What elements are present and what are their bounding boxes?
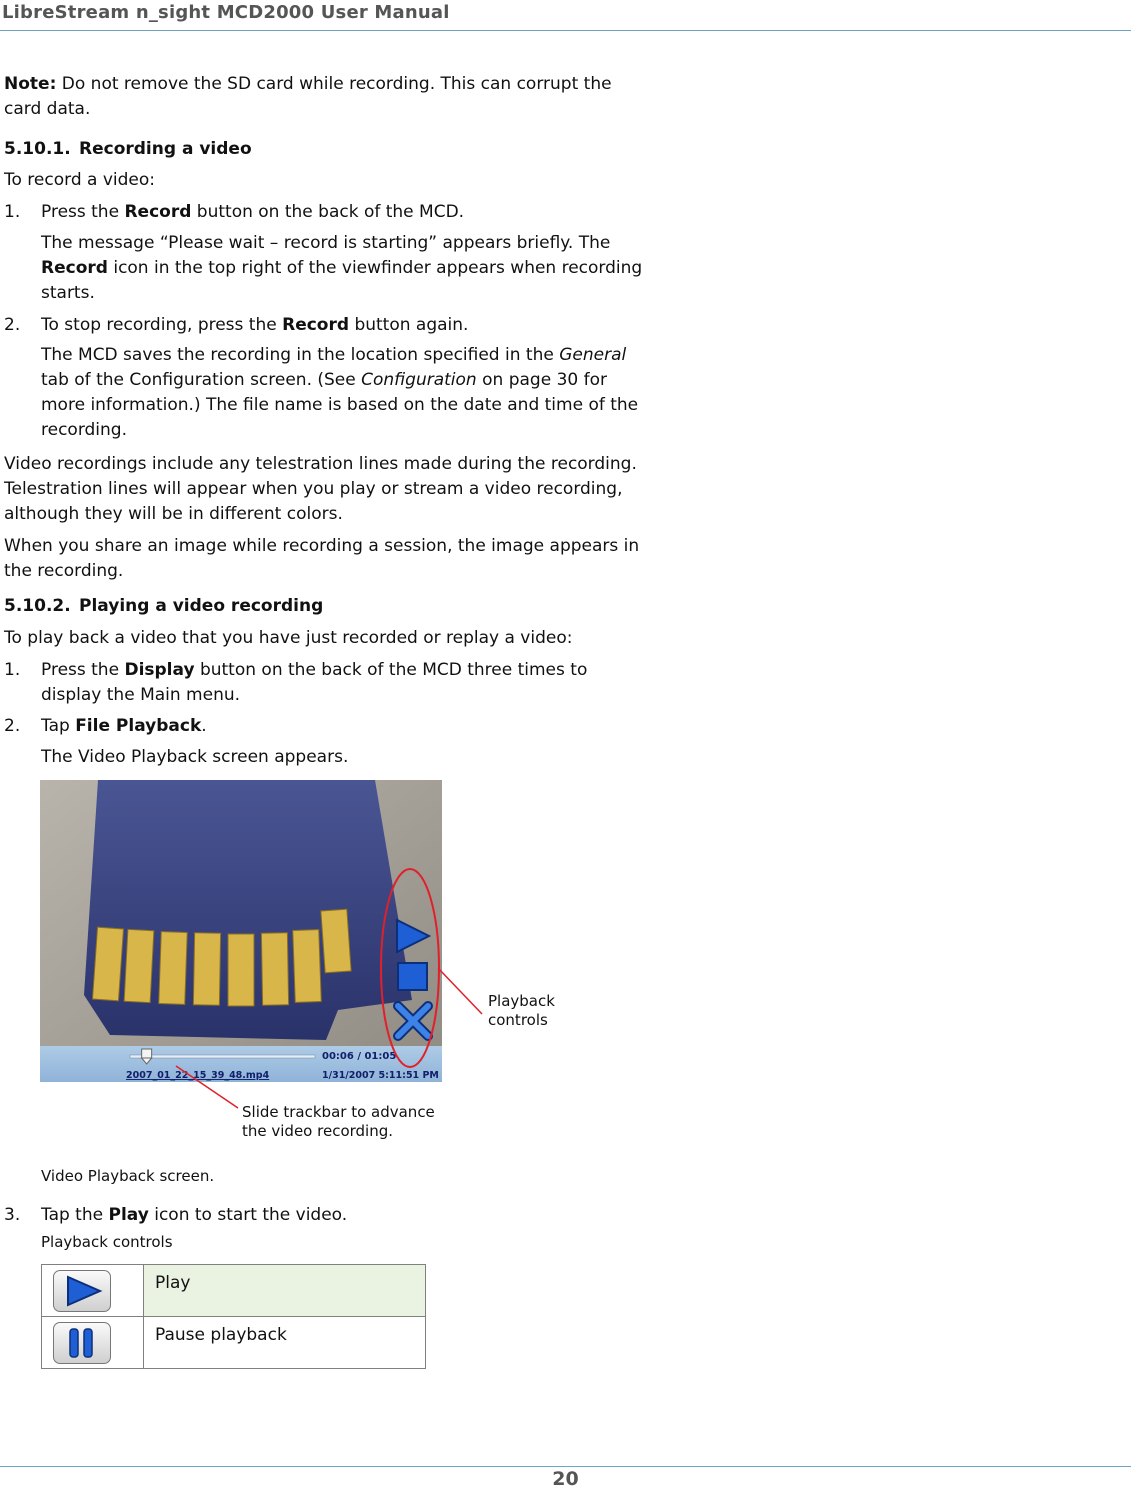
para-line: Video recordings include any telestration lines made during the recording. xyxy=(4,454,637,474)
detail-line: The message “Please wait – record is starting” appears briefly. The xyxy=(41,233,611,253)
step-number: 2. xyxy=(4,315,21,335)
document-title: LibreStream n_sight MCD2000 User Manual xyxy=(2,2,450,23)
step-text: Tap xyxy=(41,716,76,736)
callout-text: the video recording. xyxy=(242,1122,394,1140)
step-text: . xyxy=(201,716,207,736)
detail-line: on page 30 for xyxy=(476,370,607,390)
step-text: Press the xyxy=(41,660,125,680)
playing-step-2-detail: The Video Playback screen appears. xyxy=(41,747,349,767)
table-row xyxy=(42,1265,426,1317)
table-label-cell: Pause playback xyxy=(144,1317,426,1369)
play-icon xyxy=(53,1270,111,1312)
note-label: Note: xyxy=(4,74,57,94)
page-number: 20 xyxy=(552,1468,579,1490)
para-line: the recording. xyxy=(4,561,124,581)
step-text: button again. xyxy=(349,315,469,335)
table-label-cell: Play xyxy=(144,1265,426,1317)
step-text: button on the back of the MCD. xyxy=(191,202,465,222)
detail-line: starts. xyxy=(41,283,95,303)
playback-time: 00:06 / 01:05 xyxy=(322,1051,397,1062)
recording-intro: To record a video: xyxy=(4,170,155,190)
step-number: 1. xyxy=(4,202,21,222)
para-line: although they will be in different colors. xyxy=(4,504,343,524)
section-title: Recording a video xyxy=(79,139,252,159)
note-text-2: card data. xyxy=(4,99,91,119)
callout-text: Playback xyxy=(488,992,555,1010)
section-number: 5.10.1. xyxy=(4,139,71,159)
figure-caption: Video Playback screen. xyxy=(41,1167,215,1185)
step-text: display the Main menu. xyxy=(41,685,241,705)
step-text: Press the xyxy=(41,202,125,222)
pause-icon xyxy=(53,1322,111,1364)
step-text: To stop recording, press the xyxy=(41,315,283,335)
step-number: 1. xyxy=(4,660,21,680)
step-bold: Record xyxy=(124,202,192,222)
step-text: button on the back of the MCD three times to xyxy=(194,660,588,680)
detail-italic: General xyxy=(559,345,627,365)
detail-italic: Configuration xyxy=(361,370,477,390)
para-line: Telestration lines will appear when you play or stream a video recording, xyxy=(4,479,623,499)
step-text: icon to start the video. xyxy=(148,1205,348,1225)
note-text-1: Do not remove the SD card while recording. This can corrupt the xyxy=(56,74,612,94)
table-caption: Playback controls xyxy=(41,1233,173,1251)
detail-line: recording. xyxy=(41,420,127,440)
controls-callout-line xyxy=(438,968,482,1014)
section-number: 5.10.2. xyxy=(4,596,71,616)
step-bold: File Playback xyxy=(75,716,202,736)
detail-line: The MCD saves the recording in the location specified in the xyxy=(41,345,560,365)
detail-line: tab of the Configuration screen. (See xyxy=(41,370,362,390)
step-number: 2. xyxy=(4,716,21,736)
table-row xyxy=(42,1317,426,1369)
trackbar-callout xyxy=(242,1103,435,1141)
step-number: 3. xyxy=(4,1205,21,1225)
playing-intro: To play back a video that you have just recorded or replay a video: xyxy=(4,628,573,648)
para-line: When you share an image while recording a session, the image appears in xyxy=(4,536,640,556)
playing-step-3 xyxy=(41,1203,713,1228)
detail-line: icon in the top right of the viewfinder appears when recording xyxy=(107,258,643,278)
detail-bold: Record xyxy=(41,258,108,278)
trackbar-callout-line xyxy=(176,1066,238,1108)
playback-datetime: 1/31/2007 5:11:51 PM xyxy=(322,1070,439,1081)
controls-callout-ellipse xyxy=(381,869,439,1067)
step-bold: Display xyxy=(124,660,195,680)
step-text: Tap the xyxy=(41,1205,109,1225)
section-title: Playing a video recording xyxy=(79,596,324,616)
playback-filename: 2007_01_22_15_39_48.mp4 xyxy=(126,1070,270,1081)
step-bold: Play xyxy=(108,1205,149,1225)
callout-text: Slide trackbar to advance xyxy=(242,1103,435,1121)
table-icon-cell xyxy=(42,1265,144,1317)
step-bold: Record xyxy=(282,315,350,335)
callout-text: controls xyxy=(488,1011,548,1029)
playback-controls-table xyxy=(41,1264,426,1369)
detail-line: more information.) The file name is based on the date and time of the xyxy=(41,395,639,415)
playback-controls-callout xyxy=(488,992,555,1030)
table-icon-cell xyxy=(42,1317,144,1369)
